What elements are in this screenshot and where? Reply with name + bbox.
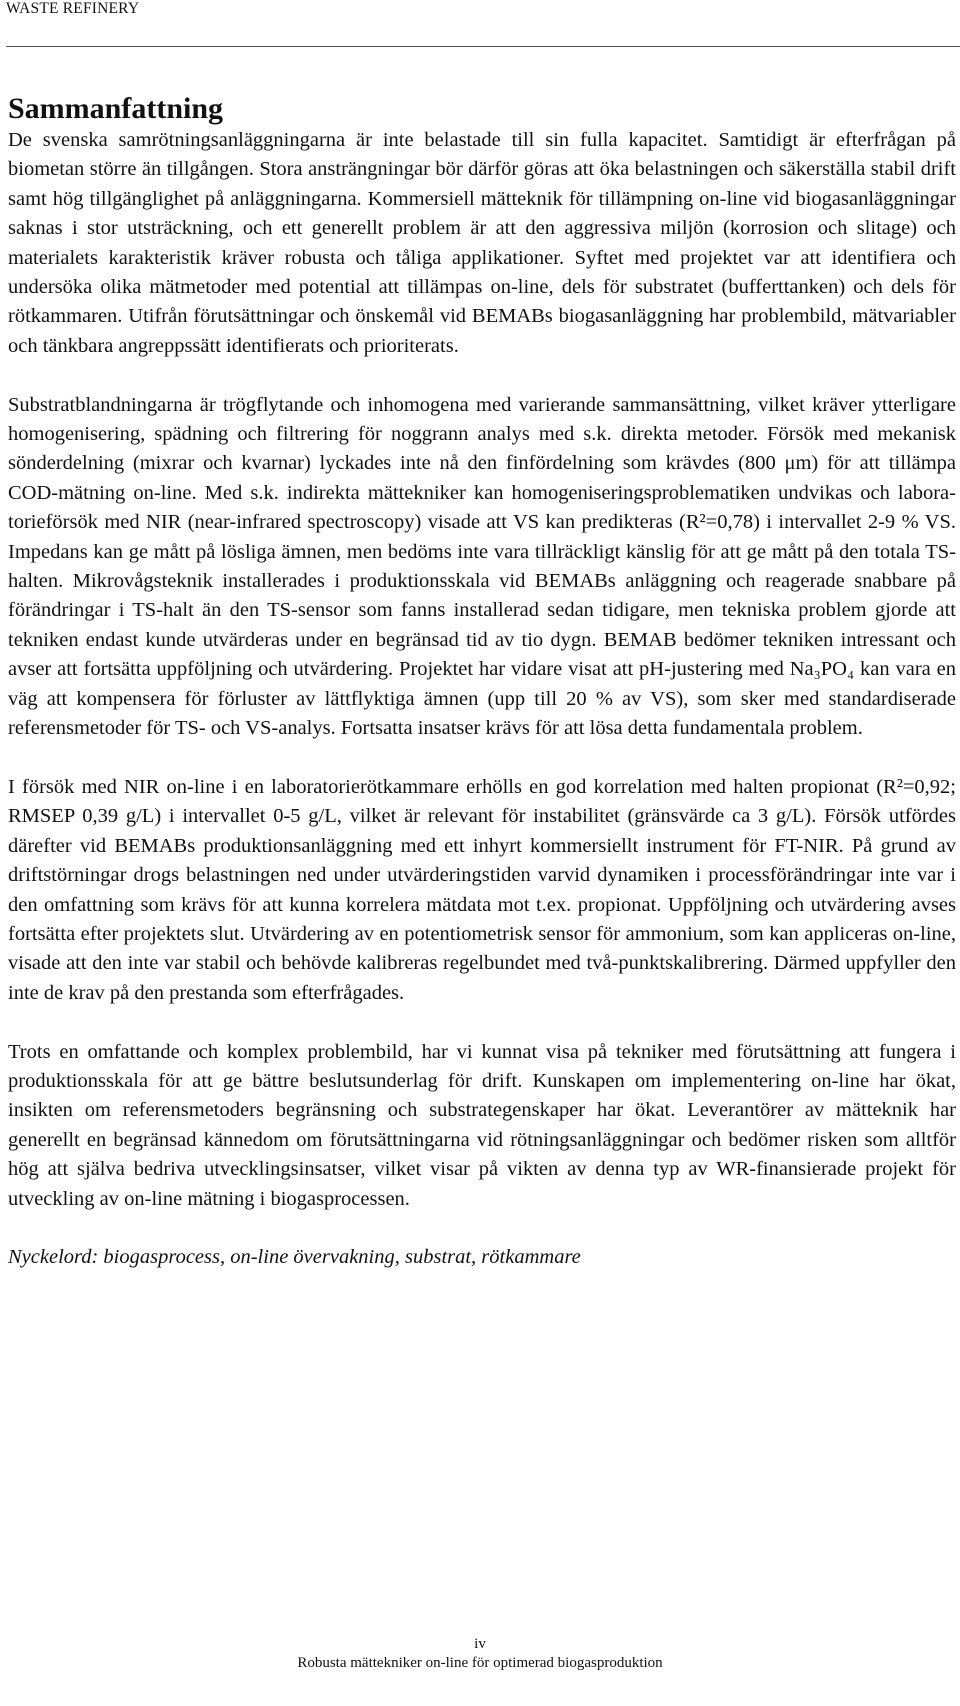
paragraph-4: Trots en omfattande och komplex problembild, har vi kunnat visa på tekniker med förutsättning att fungera i produktionsskala för att ge bättre beslutsunderlag för drift. Kunskapen om implementering on-line har ökat, insikten om referensmetoders begränsning och substrategenskaper har ökat. Leverantörer av mätteknik har generellt en begränsad kännedom om förutsättningarna vid rötningsanläggningar och bedömer risken som alltför hög att själva bedriva utvecklingsinsatser, vilket visar på vikten av denna typ av WR-finansierade projekt för utveckling av on-line mätning i biogasprocessen.	[8, 1040, 956, 1210]
paragraph-3: I försök med NIR on-line i en laboratorierötkammare erhölls en god korrelation med halten propionat (R²=0,92; RMSEP 0,39 g/L) i intervallet 0-5 g/L, vilket är relevant för instabilitet (gränsvärde ca 3 g/L). Försök utfördes därefter vid BEMABs produktionsanläggning med ett inhyrt kommersiellt instrument för FT-NIR. På grund av driftstörningar drogs belastningen ned under utvärderingstiden varvid dynamiken i processförändringar inte var i den omfattning som krävs för att kunna korrelera mätdata mot t.ex. propionat. Uppföljning och utvärdering avses fortsätta efter projektets slut. Utvärdering av en potentiometrisk sensor för ammonium, som kan appliceras on-line, visade att den inte var stabil och behövde kalibreras regelbundet med två-punktskalibrering. Därmed uppfyller den inte de krav på den prestanda som efterfrågades.	[8, 775, 956, 1004]
keywords-line: Nyckelord: biogasprocess, on-line övervakning, substrat, rötkammare	[8, 1246, 581, 1269]
section-title: Sammanfattning	[8, 92, 224, 125]
report-title: Robusta mättekniker on-line för optimerad biogasproduktion	[297, 1655, 663, 1671]
page-footer	[0, 1635, 960, 1673]
paragraph-1: De svenska samrötningsanläggningarna är inte belastade till sin fulla kapacitet. Samtidigt är efterfrågan på biometan större än tillgången. Stora ansträngningar bör därför göras att öka belastningen och säkerställa stabil drift samt hög tillgänglighet på anläggningarna. Kommersiell mätteknik för tillämpning on-line vid biogasanläggningar saknas i stor utsträckning, och ett generellt problem är att den aggressiva miljön (korrosion och slitage) och materialets karakteristik kräver robusta och tåliga applikationer. Syftet med projektet var att identifiera och undersöka olika mätmetoder med potential att tillämpas on-line, dels för substratet (bufferttanken) och dels för rötkammaren. Utifrån förutsättningar och önskemål vid BEMABs biogasanläggning har problembild, mätvariabler och tänkbara angreppssätt identifierats och prioriterats.	[8, 129, 956, 357]
header-divider	[6, 46, 960, 47]
page-body	[8, 92, 956, 1273]
running-header: WASTE REFINERY	[6, 0, 140, 17]
paragraph-2: Substratblandningarna är trögflytande och inhomogena med varierande sammansättning, vilket kräver ytterligare homogenisering, spädning och filtrering för noggrann analys med s.k. direkta metoder. Försök med mekanisk sönderdelning (mixrar och kvarnar) lyckades inte nå den finfördelning som krävdes (800 μm) för att tillämpa COD-mätning on-line. Med s.k. indirekta mättekniker kan homogeniseringsproblematiken undvikas och laboratorieförsök med NIR (near-infrared spectroscopy) visade att VS kan predikteras (R²=0,78) i intervallet 2-9 % VS. Impedans kan ge mått på lösliga ämnen, men bedöms inte vara tillräckligt känslig för att ge mått på den totala TS-halten. Mikrovågsteknik installerades i produktionsskala vid BEMABs anläggning och reagerade snabbare på förändringar i TS-halt än den TS-sensor som fanns installerad sedan tidigare, men tekniska problem gjorde att tekniken endast kunde utvärderas under en begränsad tid av tio dygn. BEMAB bedömer tekniken intressant och avser att fortsätta uppföljning och utvärdering. Projektet har vidare visat att pH-justering med Na₃PO₄ kan vara en väg att kompensera för förluster av lättflyktiga ämnen (upp till 20 % av VS), som sker med standardiserade referensmetoder för TS- och VS-analys. Fortsatta insatser krävs för att lösa detta fundamentala problem.	[8, 393, 956, 740]
page-number: iv	[474, 1636, 486, 1652]
